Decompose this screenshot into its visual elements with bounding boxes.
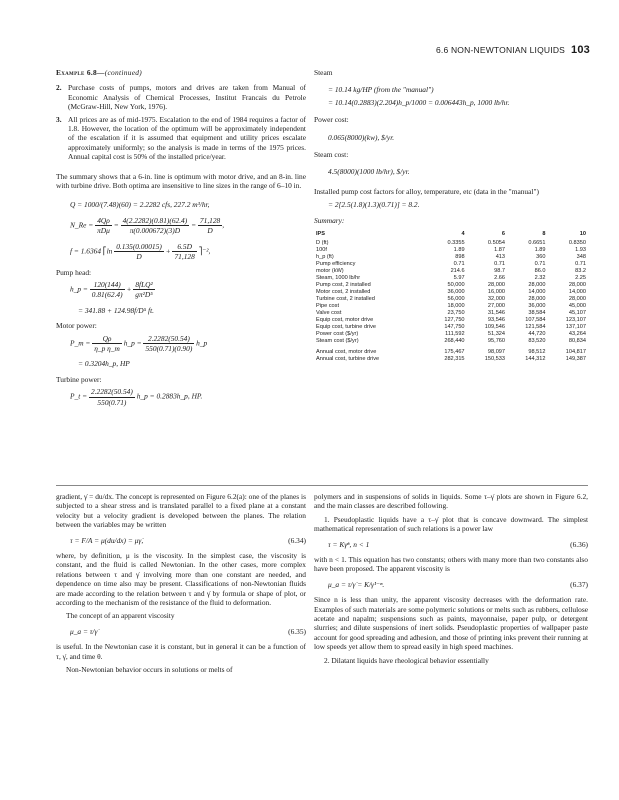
value-cell: 5.97 (453, 275, 465, 282)
value-cell: 80,834 (568, 338, 586, 345)
pump-head-label: Pump head: (56, 267, 92, 277)
numerator: Qρ (92, 334, 122, 344)
value-cell: 1.93 (575, 247, 586, 254)
value-cell: 1.89 (534, 247, 546, 254)
value-cell: 282,315 (444, 356, 465, 363)
row-label-cell: Pump efficiency (316, 261, 356, 268)
value-cell: 150,533 (484, 356, 506, 363)
value-cell: 137,107 (565, 324, 586, 331)
value-cell: 121,584 (525, 324, 546, 331)
header-cell: 10 (579, 231, 586, 238)
eq-op: + (126, 284, 134, 294)
row-label-cell: Annual cost, motor drive (316, 349, 377, 356)
equation-reynolds: N_Re = $\frac{4Q\rho}{\text{πDμ}}$ = $\frac{4(2.2282)(0.81)(62.4)}{\pi(0.000672)(3)D}$ = $\frac{71,128}{D}$ , (70, 215, 225, 236)
denominator: D (207, 226, 213, 236)
equation-body: μ_a = τ/γ̇ = K/γ̇¹⁻ⁿ. (328, 579, 385, 589)
denominator: η_p η_m (94, 343, 120, 353)
equation-motor-power-2: = 0.3204h_p, HP (78, 359, 130, 369)
paragraph: Non-Newtonian behavior occurs in solutions or melts of (66, 665, 233, 675)
value-cell: 31,546 (487, 310, 506, 317)
equation-6-35 (70, 627, 306, 636)
list-item-2 (56, 83, 306, 111)
value-cell: 28,000 (528, 296, 546, 303)
value-cell: 2.66 (494, 275, 506, 282)
row-label-cell: Equip cost, turbine drive (316, 324, 377, 331)
value-cell: 23,750 (447, 310, 465, 317)
steam-label: Steam (314, 68, 333, 77)
value-cell: 28,000 (528, 282, 546, 289)
value-cell: 0.71 (534, 261, 546, 268)
numerator: 4Qρ (95, 216, 112, 226)
paragraph: The concept of an apparent viscosity (66, 611, 175, 621)
row-label-cell: Motor cost, 2 installed (316, 289, 371, 296)
row-label-cell: Turbine cost, 2 installed (316, 296, 375, 303)
value-cell: 45,000 (568, 303, 586, 310)
eq-lhs: P_t = (70, 391, 89, 401)
eq-end: ⎤⁻², (198, 246, 211, 256)
fraction (172, 242, 196, 262)
value-cell: 98,097 (487, 349, 506, 356)
value-cell: 36,000 (528, 303, 546, 310)
row-label-cell: motor (kW) (316, 268, 344, 275)
row-label-cell: Valve cost (316, 310, 342, 317)
steam-eq-1: = 10.14 kg/HP (from the "manual") (328, 85, 434, 95)
row-label-cell: Annual cost, turbine drive (316, 356, 380, 363)
value-cell: 83.2 (575, 268, 586, 275)
value-cell: 0.6651 (528, 240, 546, 247)
table-header-row (314, 231, 588, 240)
equation-pump-head-2: = 341.88 + 124.98f/D⁵ ft. (78, 305, 154, 315)
value-cell: 0.5054 (487, 240, 506, 247)
table-row (314, 247, 588, 254)
table-body-annual (314, 345, 588, 363)
row-label-cell: h_p (ft) (316, 254, 334, 261)
right-column-top (314, 68, 588, 363)
value-cell: 98,512 (528, 349, 546, 356)
denominator: D (136, 252, 142, 262)
item-number: 3. (56, 114, 62, 124)
equation-body: τ = F/A = μ(du/dx) = μγ̇, (70, 535, 144, 545)
table-row (314, 282, 588, 289)
denominator: 550(0.71)(0.90) (145, 343, 193, 353)
numerator: 120(144) (90, 280, 125, 290)
fraction (92, 334, 122, 354)
numerator: 4(2.2282)(0.81)(62.4) (122, 215, 188, 225)
value-cell: 36,000 (447, 289, 465, 296)
value-cell: 27,000 (487, 303, 506, 310)
list-item-3 (56, 115, 306, 162)
value-cell: 14,000 (528, 289, 546, 296)
table-row (314, 240, 588, 247)
paragraph: where, by definition, μ is the viscosity. In the simplest case, the viscosity is constant, and the fluid is called Newtonian. In the other cases, more complex relations between τ and γ̇ involving more than one constant are needed, and dependence on time also may be present. Classifications of non-Newtonian fluids are made according to the relation between τ and γ̇ by formula or shape of plot, or according to the mechanism of the resistance of the fluid to deformation. (56, 551, 306, 608)
value-cell: 83,520 (528, 338, 546, 345)
equation-body: τ = Kγ̇ⁿ, n < 1 (328, 539, 370, 549)
value-cell: 28,000 (568, 282, 586, 289)
value-cell: 2.25 (575, 275, 586, 282)
left-column-top (56, 68, 306, 413)
equation-number: (6.35) (288, 626, 306, 636)
fraction (133, 280, 155, 300)
power-cost-eq: 0.065(8000)(kw), $/yr. (328, 132, 395, 142)
paragraph: 2. Dilatant liquids have rheological behavior essentially (324, 655, 489, 665)
denominator: 0.81(62.4) (91, 290, 123, 300)
section-title: 6.6 NON-NEWTONIAN LIQUIDS (435, 45, 566, 55)
equation-motor-power (70, 334, 306, 354)
fraction (90, 280, 125, 300)
summary-paragraph: The summary shows that a 6-in. line is optimum with motor drive, and an 8-in. line with turbine drive. Both optima are insensitive to line sizes in the range of 6–10 in. (56, 171, 306, 191)
equation-turbine-power (70, 387, 306, 407)
value-cell: 360 (536, 254, 546, 261)
denominator: π(0.000672)(3)D (129, 226, 181, 236)
equation-number: (6.36) (570, 539, 588, 549)
value-cell: 38,584 (528, 310, 546, 317)
equation-friction (70, 242, 306, 262)
value-cell: 32,000 (487, 296, 506, 303)
row-label-cell: Steam, 1000 lb/hr (316, 275, 361, 282)
value-cell: 149,387 (565, 356, 586, 363)
value-cell: 43,264 (568, 331, 586, 338)
numerator: 2.2282(50.54) (143, 334, 194, 344)
value-cell: 50,000 (447, 282, 465, 289)
steam-cost-eq: 4.5(8000)(1000 lb/hr), $/yr. (328, 167, 410, 177)
value-cell: 268,440 (444, 338, 465, 345)
bottom-left-column (56, 492, 306, 679)
value-cell: 98.7 (494, 268, 506, 275)
value-cell: 0.71 (453, 261, 465, 268)
summary-label: Summary: (314, 215, 345, 225)
value-cell: 28,000 (487, 282, 506, 289)
example-title: Example 6.8 (56, 68, 97, 77)
equation-flow: Q = 1000/(7.48)(60) = 2.2282 cfs, 227.2 m³/hr, (70, 200, 210, 210)
row-label-cell: Pump cost, 2 installed (316, 282, 371, 289)
value-cell: 413 (495, 254, 506, 261)
eq-op: = (191, 220, 198, 230)
value-cell: 18,000 (447, 303, 465, 310)
installed-eq: = 2[2.5(1.8)(1.3)(0.71)] = 8.2. (328, 200, 420, 210)
numerator: 0.135(0.00015) (116, 241, 162, 251)
value-cell: 144,312 (525, 356, 546, 363)
installed-paragraph: Installed pump cost factors for alloy, temperature, etc (data in the "manual") (314, 186, 539, 196)
value-cell: 1.89 (453, 247, 465, 254)
paragraph: gradient, γ̇ = du/dx. The concept is represented on Figure 6.2(a): one of the planes is subjected to a shear stress and is translated parallel to a fixed plane at a constant velocity but a velocity gradient is developed between the planes. The relation between the variables may be written (56, 492, 306, 530)
value-cell: 2.32 (534, 275, 546, 282)
equation-body: μ_a = τ/γ̇ (70, 626, 98, 636)
value-cell: 1.87 (494, 247, 506, 254)
summary-table (314, 231, 588, 363)
value-cell: 111,592 (445, 331, 465, 338)
value-cell: 44,720 (528, 331, 546, 338)
fraction (95, 216, 112, 236)
value-cell: 86.0 (534, 268, 546, 275)
equation-6-34 (70, 536, 306, 545)
eq-end: h_p = 0.2883h_p, HP. (136, 391, 203, 401)
header-cell: 4 (461, 231, 465, 238)
value-cell: 107,584 (525, 317, 546, 324)
value-cell: 14,000 (568, 289, 586, 296)
page-number: 103 (571, 44, 590, 56)
fraction (121, 216, 190, 236)
value-cell: 109,546 (484, 324, 506, 331)
paragraph: 1. Pseudoplastic liquids have a τ–γ̇ plot that is concave downward. The simplest mathematical representation of such relations is a power law (314, 514, 588, 534)
numerator: 71,128 (199, 215, 221, 225)
value-cell: 147,750 (444, 324, 465, 331)
example-continued: (continued) (104, 68, 143, 77)
table-row (314, 356, 588, 363)
table-row (314, 275, 588, 282)
denominator: gπ²D⁵ (135, 290, 153, 300)
value-cell: 0.3355 (447, 240, 465, 247)
row-label-cell: 100f (316, 247, 327, 254)
eq-lhs: N_Re = (70, 220, 96, 230)
value-cell: 0.71 (575, 261, 586, 268)
equation-6-37 (328, 580, 588, 589)
eq-lhs: f = 1.6364 ⎡ln (70, 246, 115, 256)
table-row (314, 254, 588, 261)
equation-6-36 (328, 540, 588, 549)
item-text: All prices are as of mid-1975. Escalation to the end of 1984 requires a factor of 1.8. However, the location of the optimum will be approximately independent of the escalation if it is assumed that equipment and utility prices escalate approximately uniformly; so the analysis is made in terms of the 1975 prices. Annual capital cost is 50% of the installed price/year. (68, 114, 306, 162)
value-cell: 45,107 (568, 310, 586, 317)
row-label-cell: Steam cost ($/yr) (316, 338, 359, 345)
equation-pump-head (70, 280, 306, 300)
running-header (400, 44, 590, 56)
denominator: 550(0.71) (97, 397, 127, 407)
turbine-power-label: Turbine power: (56, 374, 102, 384)
value-cell: 51,324 (487, 331, 506, 338)
table-body (314, 240, 588, 345)
table-row (314, 289, 588, 296)
table-row (314, 303, 588, 310)
fraction (198, 216, 222, 236)
equation-number: (6.34) (288, 535, 306, 545)
table-row (314, 268, 588, 275)
numerator: 8fLQ² (133, 280, 155, 290)
fraction (89, 387, 135, 407)
numerator: 2.2282(50.54) (90, 387, 133, 397)
row-label-cell: Equip cost, motor drive (316, 317, 374, 324)
value-cell: 214.6 (450, 268, 465, 275)
equation-number: (6.37) (570, 579, 588, 589)
table-row (314, 296, 588, 303)
eq-op: + (165, 246, 173, 256)
table-row (314, 324, 588, 331)
denominator: πDμ (97, 226, 110, 236)
example-heading: Example 6.8—(continued) (56, 68, 143, 77)
denominator: 71,128 (174, 252, 195, 262)
value-cell: 93,546 (487, 317, 506, 324)
row-label-cell: D (ft) (316, 240, 329, 247)
paragraph: Since n is less than unity, the apparent viscosity decreases with the deformation rate. Examples of such materials are some polymeric solutions or melts such as rubbers, cellulose acetate and napalm; suspensions such as paints, mayonnaise, paper pulp, or detergent slurries; and dilute suspensions of inert solids. Pseudoplastic properties of wallpaper paste account for good spreading and adhesion, and those of printing inks prevent their running at low speeds yet allow them to spread easily in high speed machines. (314, 595, 588, 652)
steam-eq-2: = 10.14(0.2883)(2.204)h_p/1000 = 0.006443h_p, 1000 lb/hr. (328, 97, 510, 107)
value-cell: 348 (576, 254, 586, 261)
motor-power-label: Motor power: (56, 321, 97, 331)
table-row (314, 310, 588, 317)
power-cost-label: Power cost: (314, 115, 349, 125)
eq-op: = (113, 220, 121, 230)
table-row (314, 317, 588, 324)
paragraph: polymers and in suspensions of solids in liquids. Some τ–γ̇ plots are shown in Figure 6.2, and the main classes are described following. (314, 492, 588, 511)
value-cell: 898 (455, 254, 465, 261)
eq-op: h_p = (123, 338, 144, 348)
fraction (114, 242, 164, 262)
value-cell: 175,467 (444, 349, 465, 356)
fraction (143, 334, 194, 354)
table-row (314, 261, 588, 268)
value-cell: 127,750 (444, 317, 465, 324)
header-cell: 6 (501, 231, 506, 238)
eq-lhs: h_p = (70, 284, 90, 294)
table-row (314, 338, 588, 345)
row-label-cell: Pipe cost (316, 303, 340, 310)
section-divider (56, 485, 588, 486)
item-text: Purchase costs of pumps, motors and drives are taken from Manual of Economic Analysis of Chemical Processes, Institut Francais du Petrole (McGraw-Hill, New York, 1976). (68, 83, 306, 112)
row-label-cell: Power cost ($/yr) (316, 331, 359, 338)
numerator: 6.5D (172, 242, 196, 252)
value-cell: 95,760 (487, 338, 506, 345)
value-cell: 0.8350 (568, 240, 586, 247)
bottom-right-column (314, 492, 588, 669)
value-cell: 16,000 (487, 289, 506, 296)
value-cell: 104,817 (565, 349, 586, 356)
header-cell: IPS (316, 231, 326, 238)
table-row (314, 345, 588, 356)
value-cell: 0.71 (494, 261, 506, 268)
paragraph: with n < 1. This equation has two constants; others with many more than two constants also have been proposed. The apparent viscosity is (314, 555, 588, 574)
header-cell: 8 (542, 231, 546, 238)
eq-lhs: P_m = (70, 338, 93, 348)
eq-end: h_p (196, 338, 208, 348)
value-cell: 123,107 (565, 317, 586, 324)
item-number: 2. (56, 83, 62, 93)
value-cell: 56,000 (447, 296, 465, 303)
paragraph: is useful. In the Newtonian case it is constant, but in general it can be a function of τ, γ̇, and time θ. (56, 642, 306, 661)
value-cell: 28,000 (568, 296, 586, 303)
steam-cost-label: Steam cost: (314, 150, 349, 160)
table-row (314, 331, 588, 338)
